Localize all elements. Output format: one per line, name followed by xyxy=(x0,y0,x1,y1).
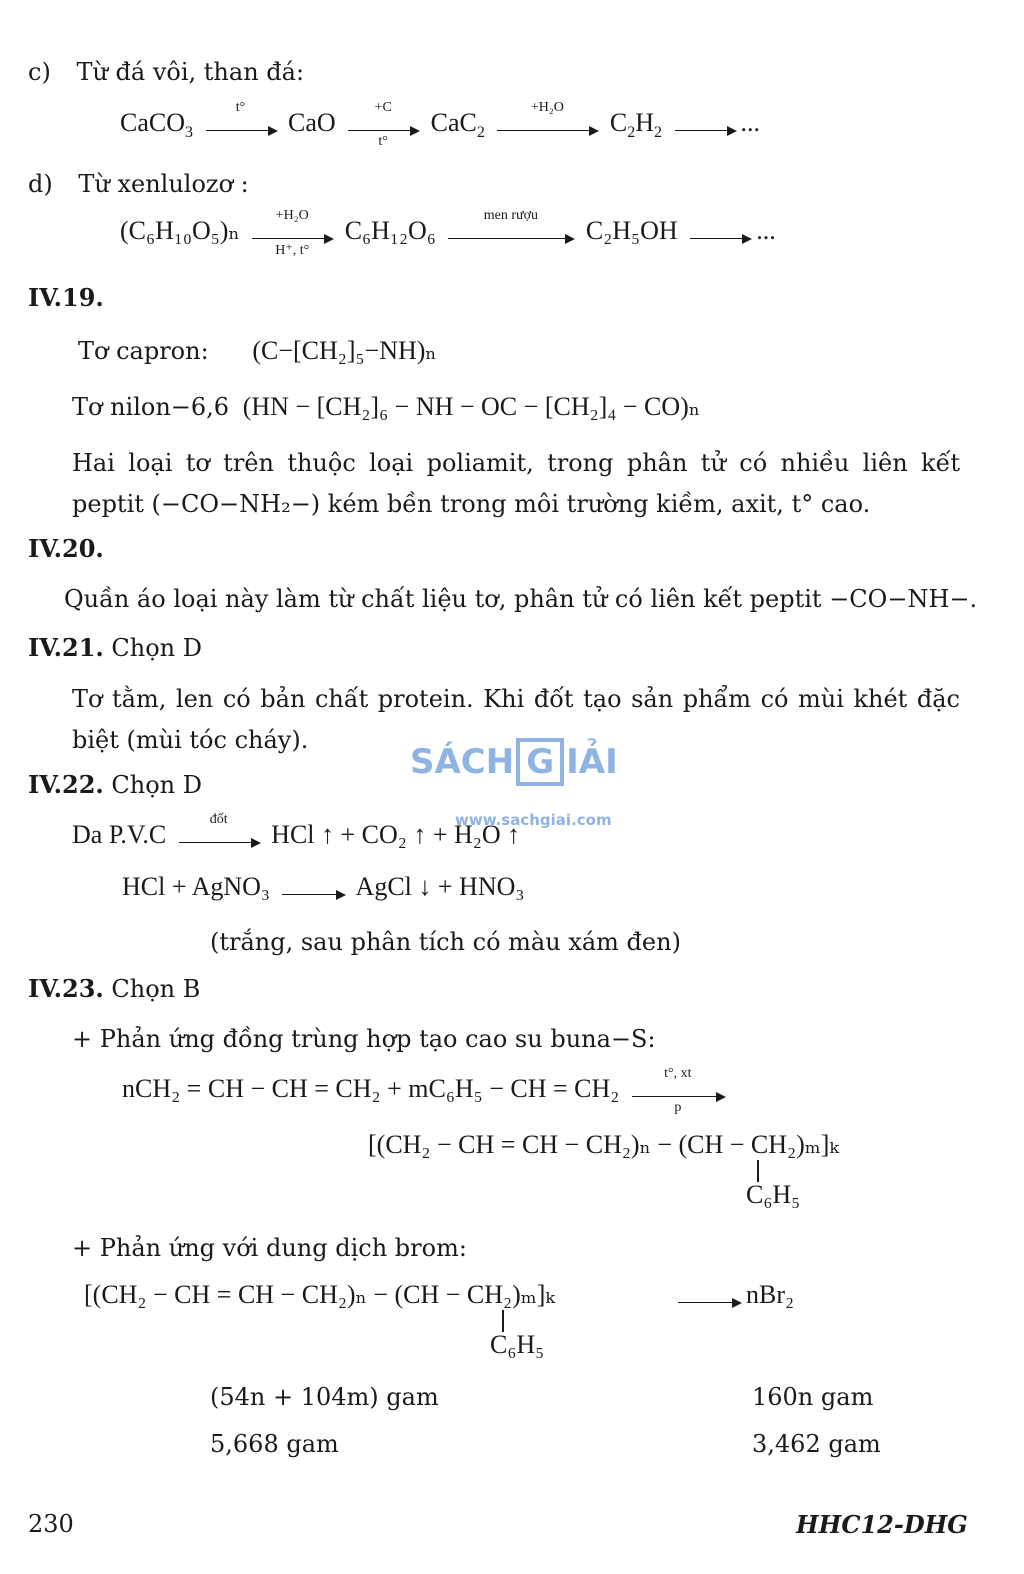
iv22-equation-2 xyxy=(122,872,524,902)
eq-c-sub: 2 xyxy=(476,124,485,142)
section-d-text: Từ xenlulozơ : xyxy=(78,170,249,198)
arrow-water xyxy=(497,99,597,131)
eq-d-glucose: C₆H₁₂O₆ xyxy=(344,216,436,245)
iv19-paragraph: Hai loại tơ trên thuộc loại poliamit, trong phân tử có nhiều liên kết peptit (−CO−NH₂−) kém bền trong môi trường kiềm, axit, t° cao. xyxy=(72,449,960,518)
arrow-label: t° xyxy=(378,133,388,149)
watermark-left: SÁCH xyxy=(410,742,515,782)
heading-iv21: IV.21. xyxy=(28,633,104,662)
eq-c-sub: 2 xyxy=(627,124,636,142)
iv23-equation-1 xyxy=(122,1065,730,1115)
arrow-react xyxy=(282,884,344,895)
arrow-heat xyxy=(206,99,276,131)
arrow-label: +C xyxy=(374,99,392,115)
iv23-bullet-1: + Phản ứng đồng trùng hợp tạo cao su buna−S: xyxy=(72,1025,656,1053)
iv22-equation-1 xyxy=(72,811,521,850)
eq-d-cellulose: (C₆H₁₀O₅)ₙ xyxy=(120,216,240,245)
arrow-burn xyxy=(179,811,259,843)
iv22-note: (trắng, sau phân tích có màu xám đen) xyxy=(210,928,681,956)
eq-hcl-agno3: HCl + AgNO₃ xyxy=(122,872,270,901)
eq-c-c2h2: C xyxy=(609,108,628,137)
iv23-equation-2-left: [(CH₂ − CH = CH − CH₂)ₙ − (CH − CH₂)ₘ]ₖ xyxy=(84,1280,555,1309)
watermark-right: IẢI xyxy=(566,742,618,782)
heading-iv23-line xyxy=(28,974,200,1003)
eq-d-tail: ... xyxy=(756,216,776,245)
arrow-label: t°, xt xyxy=(664,1065,692,1081)
heading-iv19: IV.19. xyxy=(28,283,104,312)
eq-pvc: Da P.V.C xyxy=(72,820,167,849)
eq-c-cac2: CaC xyxy=(430,108,477,137)
section-c-label: c) xyxy=(28,58,51,86)
arrow-label: +H₂O xyxy=(275,207,309,223)
iv23-substituent-2: C₆H₅ xyxy=(490,1330,545,1359)
branch-line xyxy=(757,1160,759,1182)
capron-line xyxy=(78,336,437,366)
arrow-continue xyxy=(675,120,735,131)
eq-c-h: H xyxy=(635,108,655,137)
iv23-row2-left: 5,668 gam xyxy=(210,1430,339,1458)
iv21-answer: Chọn D xyxy=(111,634,203,662)
arrow-label: p xyxy=(674,1099,682,1115)
section-d-label: d) xyxy=(28,170,53,198)
heading-iv20: IV.20. xyxy=(28,534,104,563)
nilon-formula: (HN − [CH₂]₆ − NH − OC − [CH₂]₄ − CO)ₙ xyxy=(242,392,701,421)
capron-formula: (C−[CH₂]₅−NH)ₙ xyxy=(252,336,437,365)
eq-c-sub: 3 xyxy=(185,124,193,142)
branch-line-2 xyxy=(502,1310,504,1332)
arrow-label: +H₂O xyxy=(530,99,564,115)
iv23-equation-2-right xyxy=(678,1280,794,1310)
page-number: 230 xyxy=(28,1510,74,1538)
watermark-url: www.sachgiai.com xyxy=(455,811,612,829)
iv21-paragraph: Tơ tằm, len có bản chất protein. Khi đốt tạo sản phẩm có mùi khét đặc biệt (mùi tóc cháy). xyxy=(72,685,960,754)
iv20-paragraph: Quần áo loại này làm từ chất liệu tơ, phân tử có liên kết peptit −CO−NH−. xyxy=(64,585,978,613)
equation-d xyxy=(120,207,776,258)
nilon-line xyxy=(72,392,700,422)
eq-c-tail: ... xyxy=(740,108,761,137)
eq-c-caco3: CaCO xyxy=(120,108,185,137)
capron-label: Tơ capron: xyxy=(78,337,209,365)
heading-iv22: IV.22. xyxy=(28,770,104,799)
section-c-text: Từ đá vôi, than đá: xyxy=(76,58,305,86)
arrow-label: đốt xyxy=(209,811,228,827)
iv23-answer: Chọn B xyxy=(111,975,201,1003)
iv23-row2-right: 3,462 gam xyxy=(752,1430,881,1458)
eq-agcl-products: AgCl ↓ + HNO₃ xyxy=(355,872,525,901)
arrow-hydrolysis xyxy=(252,207,332,258)
iv23-row1-left: (54n + 104m) gam xyxy=(210,1383,439,1411)
eq-d-ethanol: C₂H₅OH xyxy=(585,216,678,245)
heading-iv23: IV.23. xyxy=(28,974,104,1003)
eq-pvc-products: HCl ↑ + CO₂ ↑ + H₂O ↑ xyxy=(271,820,521,849)
arrow-ferment xyxy=(448,207,573,239)
eq-br2: nBr₂ xyxy=(746,1280,795,1309)
footer-code: HHC12-DHG xyxy=(796,1510,968,1539)
arrow-carbon xyxy=(348,99,418,149)
arrow-label: H⁺, t° xyxy=(275,242,310,258)
section-d-line xyxy=(28,170,249,198)
heading-iv22-line xyxy=(28,770,202,799)
arrow-polymerize xyxy=(632,1065,724,1115)
section-c-line xyxy=(28,58,304,86)
eq-monomers: nCH₂ = CH − CH = CH₂ + mC₆H₅ − CH = CH₂ xyxy=(122,1074,620,1103)
arrow-label: men rượu xyxy=(483,207,538,223)
arrow-bromination xyxy=(678,1292,740,1303)
equation-c xyxy=(120,99,761,149)
watermark-logo xyxy=(410,738,618,786)
iv23-product: [(CH₂ − CH = CH − CH₂)ₙ − (CH − CH₂)ₘ]ₖ xyxy=(368,1130,839,1159)
arrow-continue xyxy=(690,228,750,239)
iv23-substituent: C₆H₅ xyxy=(746,1180,801,1209)
arrow-label: t° xyxy=(235,99,246,115)
iv23-bullet-2: + Phản ứng với dung dịch brom: xyxy=(72,1234,467,1262)
iv23-row1-right: 160n gam xyxy=(752,1383,874,1411)
nilon-label: Tơ nilon−6,6 xyxy=(72,393,230,421)
iv22-answer: Chọn D xyxy=(111,771,203,799)
watermark-box: G xyxy=(516,738,564,786)
eq-c-cao: CaO xyxy=(288,108,336,137)
heading-iv21-line xyxy=(28,633,202,662)
eq-c-sub: 2 xyxy=(654,124,663,142)
